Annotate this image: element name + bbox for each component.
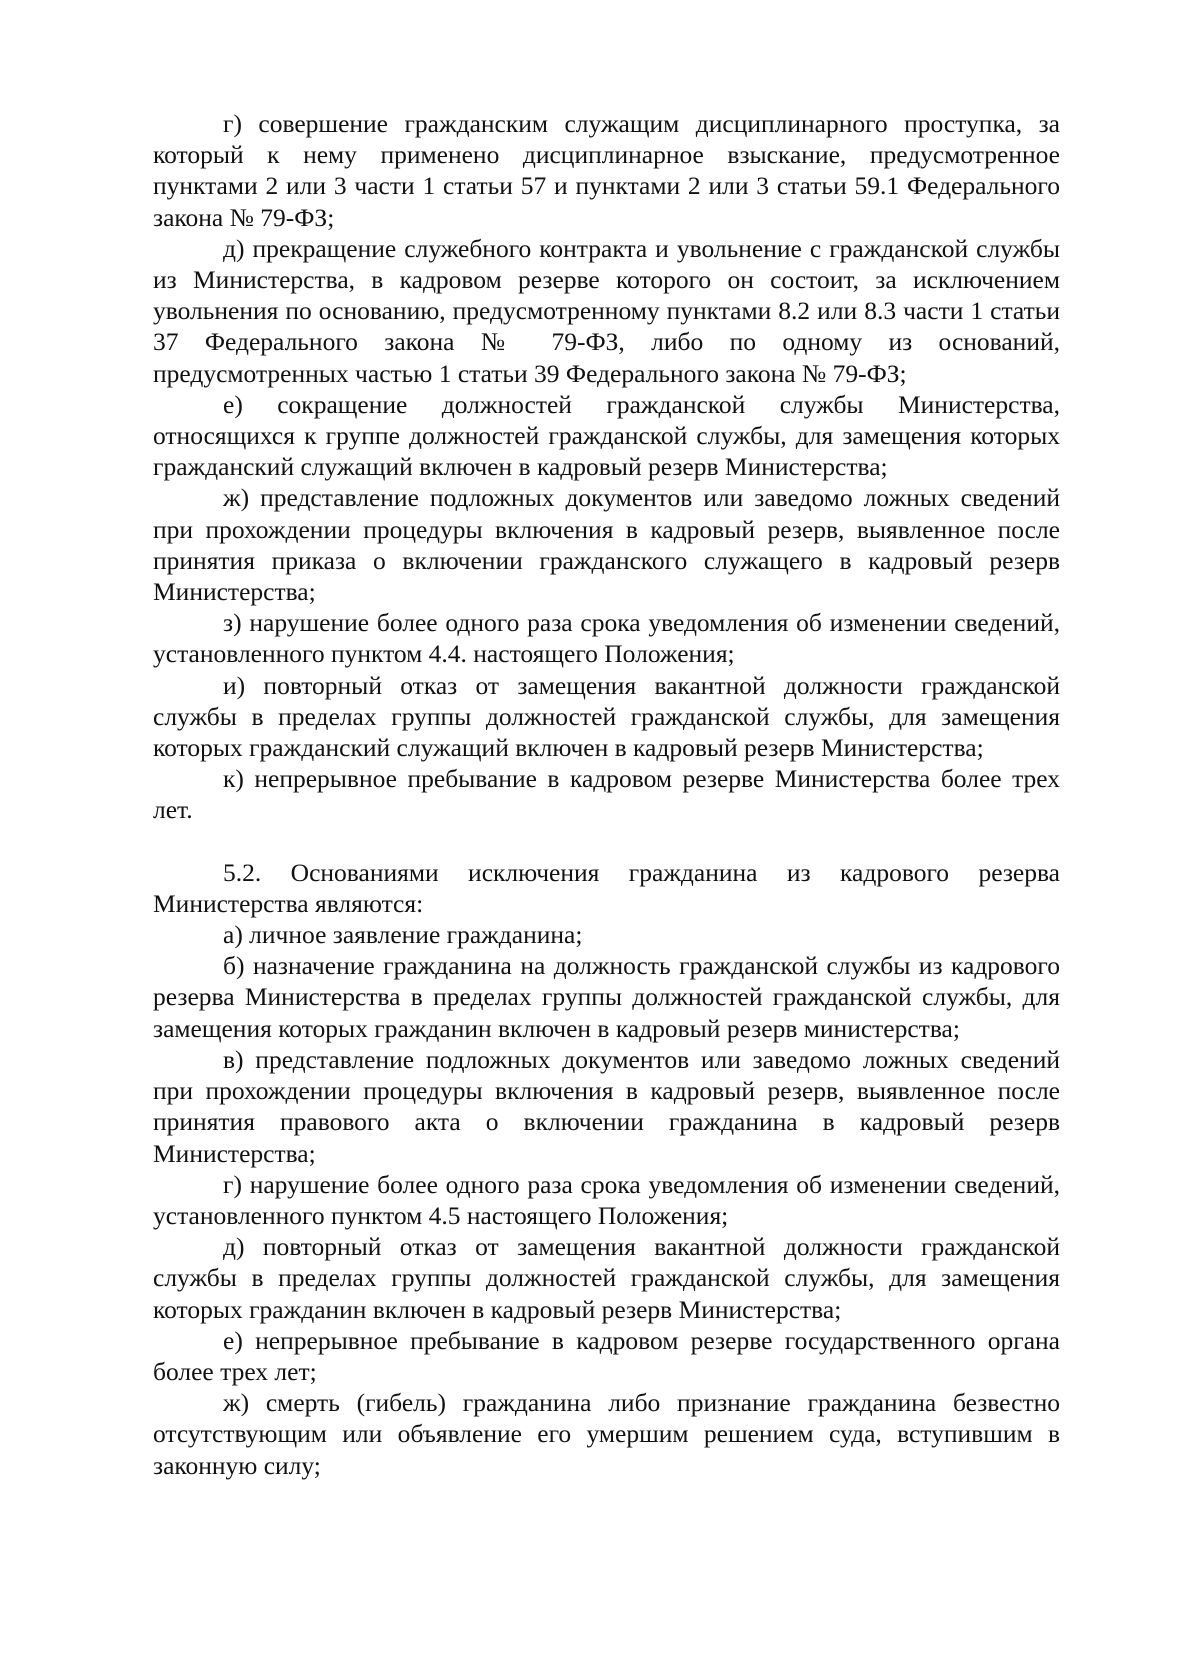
paragraph-item-d2: д) повторный отказ от замещения вакантной должности гражданской службы в пределах группы должностей гражданской службы, для замещения которых гражданин включен в кадровый резерв Министерства; [153, 1232, 1060, 1324]
paragraph-item-zh2: ж) смерть (гибель) гражданина либо признание гражданина безвестно отсутствующим или объявление его умершим решением суда, вступившим в законную силу; [153, 1388, 1060, 1480]
paragraph-item-e: е) сокращение должностей гражданской службы Министерства, относящихся к группе должностей гражданской службы, для замещения которых гражданский служащий включен в кадровый резерв Министерства; [153, 389, 1060, 482]
paragraph-item-d: д) прекращение служебного контракта и увольнение с гражданской службы из Министерства, в кадровом резерве которого он состоит, за исключением увольнения по основанию, предусмотренному пунктами 8.2 или 8.3 части 1 статьи 37 Федерального закона № 79-ФЗ, либо по одному из оснований, предусмотренных частью 1 статьи 39 Федерального закона № 79-ФЗ; [153, 233, 1060, 388]
paragraph-item-g2: г) нарушение более одного раза срока уведомления об изменении сведений, установленного пунктом 4.5 настоящего Положения; [153, 1169, 1060, 1230]
paragraph-item-e2: е) непрерывное пребывание в кадровом резерве государственного органа более трех лет; [153, 1325, 1060, 1386]
paragraph-item-i: и) повторный отказ от замещения вакантной должности гражданской службы в пределах группы должностей гражданской службы, для замещения которых гражданский служащий включен в кадровый резерв Министерства; [153, 670, 1060, 763]
paragraph-item-a: а) личное заявление гражданина; [223, 920, 583, 950]
paragraph-item-v: в) представление подложных документов или заведомо ложных сведений при прохождении процедуры включения в кадровый резерв, выявленное после принятия правового акта о включении гражданина в кадровый резерв Министерства; [153, 1044, 1060, 1168]
paragraph-item-b: б) назначение гражданина на должность гражданской службы из кадрового резерва Министерства в пределах группы должностей гражданской службы, для замещения которых гражданин включен в кадровый резерв министерства; [153, 951, 1060, 1043]
paragraph-item-z: з) нарушение более одного раза срока уведомления об изменении сведений, установленного пунктом 4.4. настоящего Положения; [153, 608, 1060, 669]
paragraph-item-zh: ж) представление подложных документов или заведомо ложных сведений при прохождении процедуры включения в кадровый резерв, выявленное после принятия приказа о включении гражданского служащего в кадровый резерв Министерства; [153, 483, 1060, 607]
section-5-2-heading: 5.2. Основаниями исключения гражданина из кадрового резерва Министерства являются: [153, 857, 1060, 918]
paragraph-item-k: к) непрерывное пребывание в кадровом резерве Министерства более трех лет. [153, 764, 1060, 825]
paragraph-item-g: г) совершение гражданским служащим дисциплинарного проступка, за который к нему применено дисциплинарное взыскание, предусмотренное пунктами 2 или 3 части 1 статьи 57 и пунктами 2 или 3 статьи 59.1 Федерального закона № 79-ФЗ; [153, 109, 1060, 232]
